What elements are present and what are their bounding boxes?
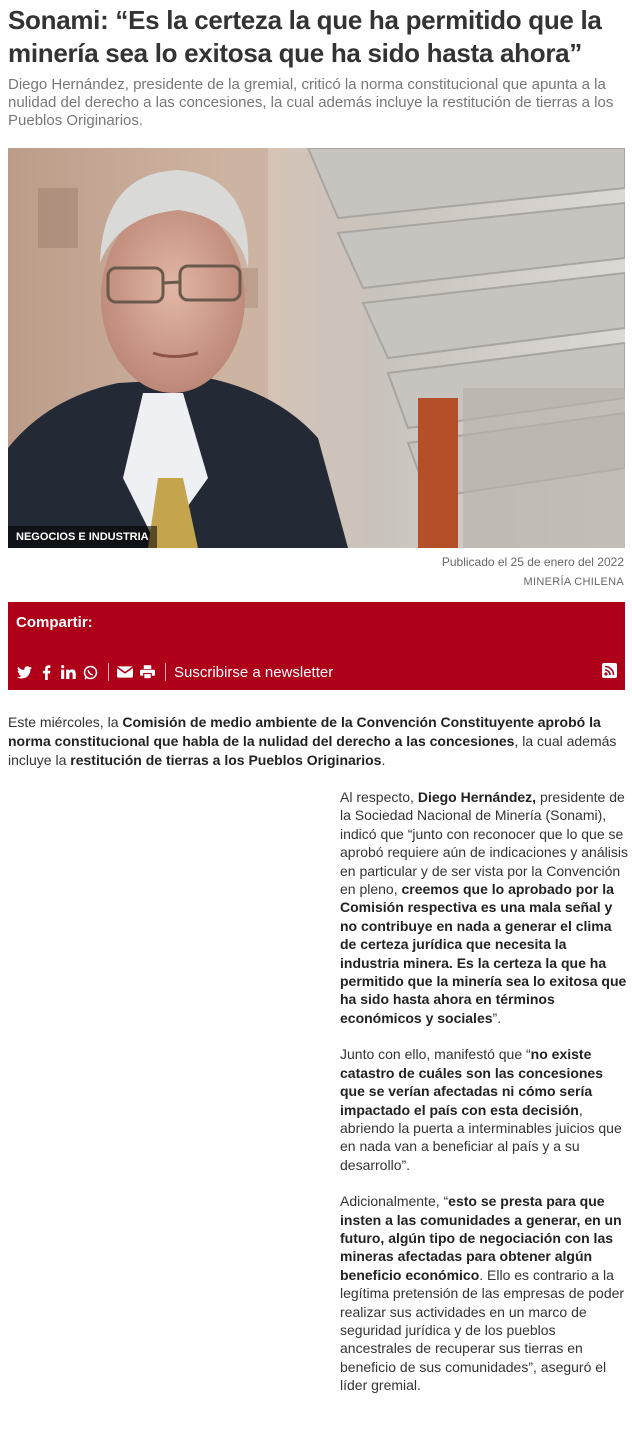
print-icon[interactable] — [139, 663, 155, 681]
facebook-icon[interactable] — [38, 663, 54, 681]
paragraph-text: Al respecto, — [340, 789, 418, 805]
linkedin-icon[interactable] — [60, 663, 76, 681]
article-body — [340, 788, 628, 1413]
paragraph-text: presidente de la Sociedad Nacional de Minería (Sonami), indicó que “junto con reconocer que lo que se aprobó requiere aún de indicaciones y análisis en particular y de ser vista por la Convención en pleno, — [340, 789, 628, 898]
article-subtitle: Diego Hernández, presidente de la gremial, criticó la norma constitucional que apunta a la nulidad del derecho a las concesiones, la cual además incluye la restitución de tierras a los Pueblos Originarios. — [8, 76, 614, 129]
paragraph-text: ”. — [492, 1009, 502, 1026]
published-date: Publicado el 25 de enero del 2022 — [441, 555, 624, 569]
lead-bold: restitución de tierras a los Pueblos Originarios — [70, 752, 382, 768]
rss-icon[interactable] — [602, 663, 617, 678]
article-title: Sonami: “Es la certeza la que ha permitido que la minería sea lo exitosa que ha sido hasta ahora” — [8, 5, 602, 68]
paragraph-bold: no existe catastro de cuáles son las concesiones que se verían afectadas ni cómo sería impactado el país con esta decisión — [340, 1046, 604, 1118]
paragraph — [340, 1192, 628, 1394]
paragraph — [340, 788, 628, 1027]
paragraph-text: . Ello es contrario a la legítima pretensión de las empresas de poder realizar sus actividades en un marco de seguridad jurídica y de los pueblos ancestrales de recuperar sus tierras en beneficio de sus comunidades”, aseguró el líder gremial. — [340, 1266, 625, 1394]
lead-bold: Comisión de medio ambiente de la Convención Constituyente aprobó la norma constitucional que habla de la nulidad del derecho a las concesiones — [8, 714, 601, 749]
article-lead — [8, 713, 620, 770]
paragraph — [340, 1045, 628, 1174]
lead-text: Este miércoles, la — [8, 714, 123, 730]
share-actions — [16, 660, 617, 684]
hero-photo — [8, 148, 625, 548]
share-label: Compartir: — [16, 614, 93, 631]
paragraph-bold: Diego Hernández, — [417, 789, 537, 805]
paragraph-text: , abriendo la puerta a interminables juicios que en nada van a beneficiar al país y a su desarrollo”. — [340, 1101, 622, 1173]
paragraph-bold: creemos que lo aprobado por la Comisión respectiva es una mala señal y no contribuye en nada a generar el clima de certeza jurídica que necesita la industria minera. Es la certeza la que ha permitido que la minería sea lo exitosa que ha sido hasta ahora en términos económicos y sociales — [340, 881, 627, 1026]
lead-text: . — [381, 752, 386, 768]
newsletter-link[interactable]: Suscribirse a newsletter — [174, 663, 334, 681]
lead-text: , la cual además incluye la — [8, 733, 617, 768]
twitter-icon[interactable] — [16, 663, 32, 681]
email-icon[interactable] — [117, 663, 133, 681]
hero-photo-illustration — [8, 148, 625, 548]
paragraph-text: Junto con ello, manifestó que “ — [340, 1046, 531, 1063]
category-badge[interactable]: NEGOCIOS E INDUSTRIA — [8, 526, 157, 548]
paragraph-bold: esto se presta para que insten a las comunidades a generar, en un futuro, algún tipo de negociación con las mineras afectadas para obtener algún beneficio económico — [340, 1193, 622, 1283]
paragraph-text: Adicionalmente, “ — [340, 1193, 449, 1210]
source-label: MINERÍA CHILENA — [523, 576, 624, 588]
share-bar — [8, 602, 625, 690]
whatsapp-icon[interactable] — [82, 663, 98, 681]
share-divider — [165, 663, 166, 681]
share-divider — [108, 663, 109, 681]
